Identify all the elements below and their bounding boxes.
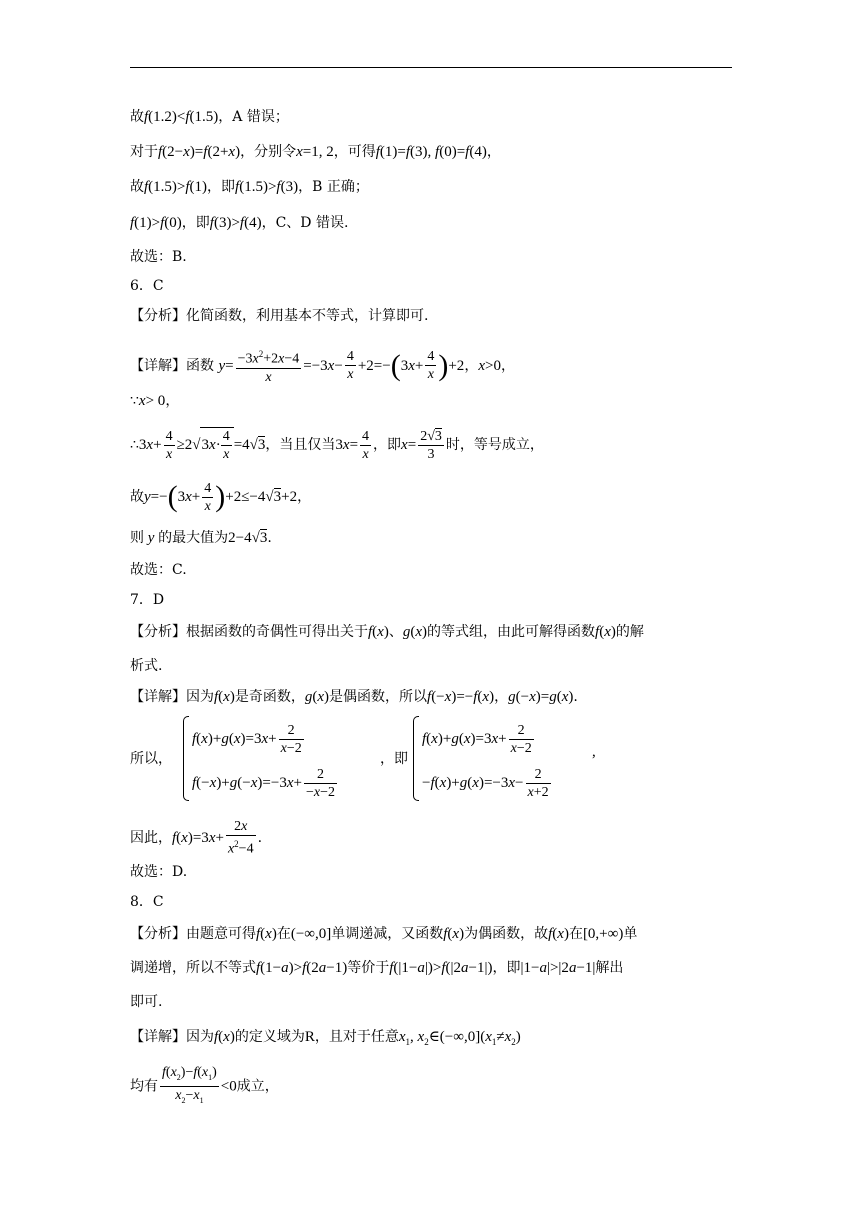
header-rule: [130, 67, 732, 68]
analysis-line: 即可.: [130, 994, 163, 1010]
answer-line: 故选：B.: [130, 249, 187, 265]
text-line: f(1)>f(0)，即f(3)>f(4)，C、D 错误.: [130, 215, 349, 231]
question-heading: 7．D: [130, 592, 165, 608]
text-line: 故f(1.2)<f(1.5)，A 错误；: [130, 109, 289, 125]
text-line: 则 y 的最大值为2−4√3.: [130, 530, 272, 546]
text-line: 对于f(2−x)=f(2+x)，分别令x=1, 2，可得f(1)=f(3), f(0)=f(4)，: [130, 144, 501, 160]
text-line: ∵x> 0，: [130, 393, 180, 409]
analysis-line: 【分析】由题意可得f(x)在(−∞,0]单调递减，又函数f(x)为偶函数，故f(x)在[0,+∞)单: [130, 926, 638, 942]
analysis-line: 【分析】根据函数的奇偶性可得出关于f(x)、g(x)的等式组，由此可解得函数f(x)的解: [130, 624, 644, 640]
text-line: 故y=−(3x+ $\frac{4}{x}$ )+2≤−4√3+2，: [130, 480, 312, 514]
brace: [408, 716, 416, 800]
text-line: 因此，f(x)=3x+ $\frac{2x}{x^2-4}$ .: [130, 819, 263, 857]
answer-line: 故选：D.: [130, 864, 188, 880]
equation-system-1: f(x)+g(x)=3x+ $\frac{2}{x-2}$ f(−x)+g(−x)=−3x+ $\frac{2}{-x-2}$: [178, 716, 378, 802]
brace: [178, 716, 186, 800]
detail-line: 【详解】因为f(x)的定义域为R，且对于任意$x_1$, $x_2\in(-\infty,0](x_1\ne x_2)$: [130, 1029, 521, 1047]
question-heading: 8．C: [130, 894, 164, 910]
text-line: 均有 $\frac{f(x_2)-f(x_1)}{x_2-x_1}$ <0成立，: [130, 1065, 279, 1105]
analysis-line: 析式.: [130, 658, 163, 674]
detail-line: 【详解】因为f(x)是奇函数，g(x)是偶函数，所以f(−x)=−f(x)，g(−x)=g(x).: [130, 689, 578, 705]
analysis-line: 调递增，所以不等式f(1−a)>f(2a−1)等价于f(|1−a|)>f(|2a−1|)，即|1−a|>|2a−1|解出: [130, 960, 624, 976]
text-line: 所以，: [130, 751, 172, 767]
text-line: ∴3x+ $\frac{4}{x}$ ≥2√3x· $\frac{4}{x}$ =4√3，当且仅当3x= $\frac{4}{x}$ ，即x= $\frac{2√3}{3}$ 时，等号成立，: [130, 428, 544, 463]
detail-line: 【详解】函数 y= $\frac{-3x^2+2x-4}{x}$ =−3x− $\frac{4}{x}$ +2=−(3x+ $\frac{4}{x}$ )+2，x>0，: [130, 346, 515, 380]
analysis-line: 【分析】化简函数，利用基本不等式，计算即可.: [130, 308, 429, 324]
question-heading: 6．C: [130, 278, 164, 294]
text-line: 故f(1.5)>f(1)，即f(1.5)>f(3)，B 正确；: [130, 179, 369, 195]
text-line: ，即: [380, 751, 408, 767]
answer-line: 故选：C.: [130, 562, 187, 578]
equation-system-2: f(x)+g(x)=3x+ $\frac{2}{x-2}$ −f(x)+g(x)=−3x− $\frac{2}{x+2}$: [408, 716, 618, 802]
